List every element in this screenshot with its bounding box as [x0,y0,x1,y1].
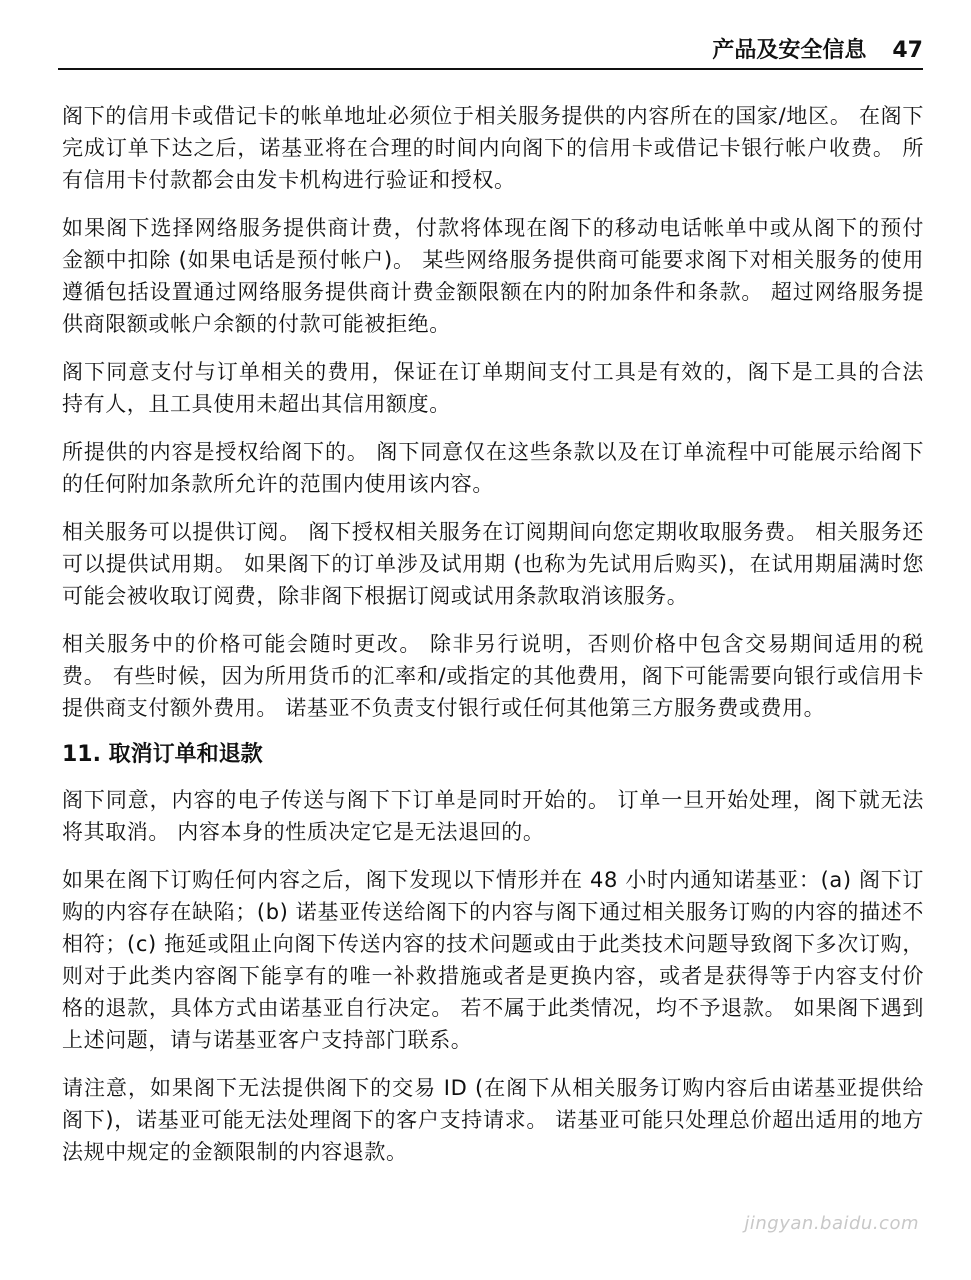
header-title: 产品及安全信息 [712,38,867,63]
page-content [62,100,924,1184]
paragraph: 如果阁下选择网络服务提供商计费，付款将体现在阁下的移动电话帐单中或从阁下的预付金额中扣除 (如果电话是预付帐户)。 某些网络服务提供商可能要求阁下对相关服务的使用遵循包括设置通过网络服务提供商计费金额限额在内的附加条件和条款。 超过网络服务提供商限额或帐户余额的付款可能被拒绝。 [62,216,924,336]
paragraph: 相关服务可以提供订阅。 阁下授权相关服务在订阅期间向您定期收取服务费。 相关服务还可以提供试用期。 如果阁下的订单涉及试用期 (也称为先试用后购买)，在试用期届满时您可能会被收取订阅费，除非阁下根据订阅或试用条款取消该服务。 [62,520,924,608]
section-heading: 11. 取消订单和退款 [62,742,263,767]
paragraph: 阁下同意支付与订单相关的费用，保证在订单期间支付工具是有效的，阁下是工具的合法持有人，且工具使用未超出其信用额度。 [62,360,924,416]
section-paragraph: 阁下同意，内容的电子传送与阁下下订单是同时开始的。 订单一旦开始处理，阁下就无法将其取消。 内容本身的性质决定它是无法退回的。 [62,788,924,844]
paragraph: 相关服务中的价格可能会随时更改。 除非另行说明，否则价格中包含交易期间适用的税费。 有些时候，因为所用货币的汇率和/或指定的其他费用，阁下可能需要向银行或信用卡提供商支付额外费用。 诺基亚不负责支付银行或任何其他第三方服务费或费用。 [62,632,924,720]
section-paragraph: 请注意，如果阁下无法提供阁下的交易 ID (在阁下从相关服务订购内容后由诺基亚提供给阁下)，诺基亚可能无法处理阁下的客户支持请求。 诺基亚可能只处理总价超出适用的地方法规中规定的金额限制的内容退款。 [62,1076,924,1164]
section-paragraph: 如果在阁下订购任何内容之后，阁下发现以下情形并在 48 小时内通知诺基亚：(a) 阁下订购的内容存在缺陷；(b) 诺基亚传送给阁下的内容与阁下通过相关服务订购的内容的描述不相符；(c) 拖延或阻止向阁下传送内容的技术问题或由于此类技术问题导致阁下多次订购，则对于此类内容阁下能享有的唯一补救措施或者是更换内容，或者是获得等于内容支付价格的退款，具体方式由诺基亚自行决定。 若不属于此类情况，均不予退款。 如果阁下遇到上述问题，请与诺基亚客户支持部门联系。 [62,868,924,1052]
page-number: 47 [892,38,923,63]
paragraph: 阁下的信用卡或借记卡的帐单地址必须位于相关服务提供的内容所在的国家/地区。 在阁下完成订单下达之后，诺基亚将在合理的时间内向阁下的信用卡或借记卡银行帐户收费。 所有信用卡付款都会由发卡机构进行验证和授权。 [62,104,924,192]
paragraph: 所提供的内容是授权给阁下的。 阁下同意仅在这些条款以及在订单流程中可能展示给阁下的任何附加条款所允许的范围内使用该内容。 [62,440,924,496]
page-header [58,34,923,70]
watermark-text: jingyan.baidu.com [744,1213,919,1234]
